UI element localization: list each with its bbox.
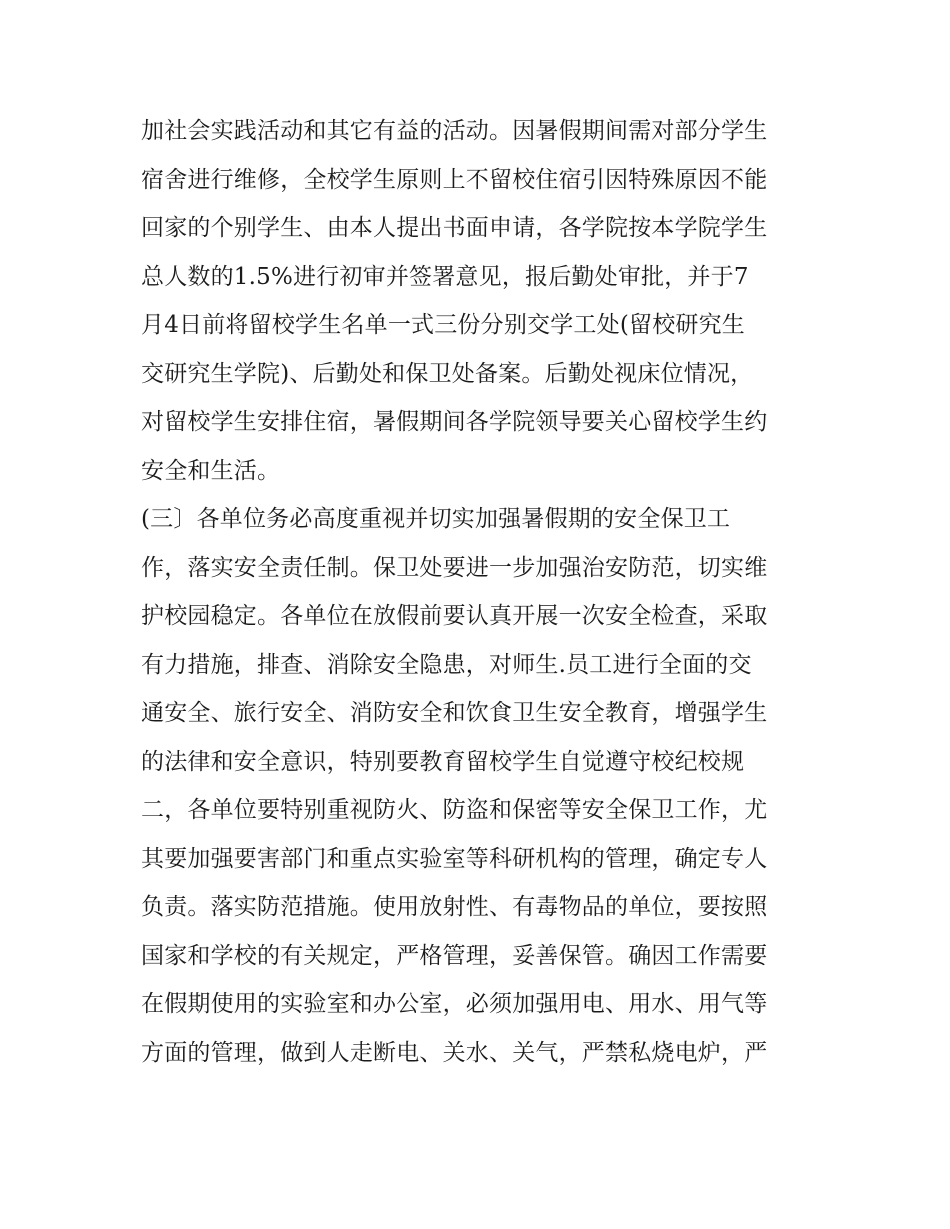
- text-line: 方面的管理，做到人走断电、关水、关气，严禁私烧电炉，严: [141, 1039, 768, 1066]
- text-line: 负责。落实防范措施。使用放射性、有毒物品的单位，要按照: [141, 894, 768, 920]
- text-line: 总人数的1.5%进行初审并签署意见，报后勤处审批，并于7: [141, 263, 749, 290]
- text-line: 月4日前将留校学生名单一式三份分别交学工处(留校研究生: [141, 312, 746, 338]
- text-line: 宿舍进行维修，全校学生原则上不留校住宿引因特殊原因不能: [141, 166, 768, 193]
- body-text: [141, 107, 821, 1077]
- text-line: 作，落实安全责任制。保卫处要进一步加强治安防范，切实维: [141, 554, 768, 581]
- text-line: 在假期使用的实验室和办公室，必须加强用电、用水、用气等: [141, 991, 768, 1017]
- text-line: 对留校学生安排住宿，暑假期间各学院领导要关心留校学生约: [141, 409, 768, 435]
- text-line: 国家和学校的有关规定，严格管理，妥善保管。确因工作需要: [141, 942, 768, 969]
- text-line: 回家的个别学生、由本人提出书面申请，各学院按本学院学生: [141, 215, 768, 241]
- text-line: 交研究生学院)、后勤处和保卫处备案。后勤处视床位情况，: [141, 360, 754, 387]
- text-line: (三〕各单位务必高度重视并切实加强暑假期的安全保卫工: [141, 506, 731, 532]
- text-line: 二，各单位要特别重视防火、防盗和保密等安全保卫工作，尤: [141, 797, 768, 823]
- text-line: 有力措施，排查、消除安全隐患，对师生.员工进行全面的交: [141, 651, 752, 678]
- text-line: 安全和生活。: [141, 457, 281, 484]
- text-line: 护校园稳定。各单位在放假前要认真开展一次安全检查，采取: [141, 603, 768, 629]
- text-line: 通安全、旅行安全、消防安全和饮食卫生安全教育，增强学生: [141, 700, 768, 726]
- text-line: 加社会实践活动和其它有益的活动。因暑假期间需对部分学生: [141, 118, 768, 144]
- text-line: 其要加强要害部门和重点实验室等科研机构的管理，确定专人: [141, 845, 768, 872]
- text-line: 的法律和安全意识，特别要教育留校学生自觉遵守校纪校规: [141, 748, 745, 775]
